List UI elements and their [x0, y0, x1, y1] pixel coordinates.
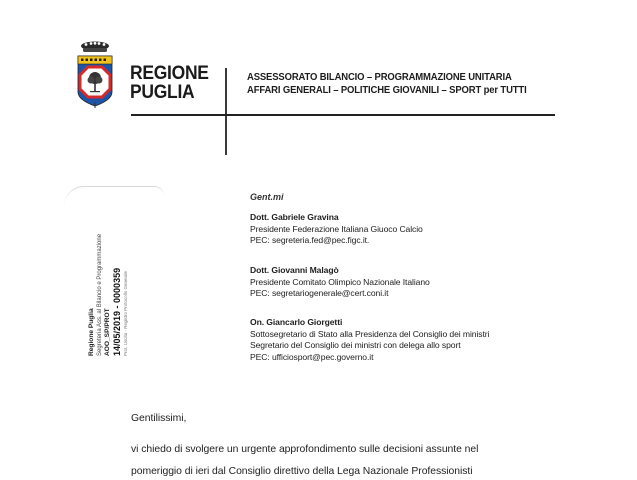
- addressee-role: Sottosegretario di Stato alla Presidenza del Consiglio dei ministri: [250, 328, 490, 339]
- department-line-2: AFFARI GENERALI – POLITICHE GIOVANILI – SPORT per TUTTI: [247, 85, 527, 96]
- header-horizontal-divider: [131, 114, 555, 116]
- addressee-block: [250, 212, 423, 247]
- addressee-name: On. Giancarlo Giorgetti: [250, 317, 343, 327]
- addressee-pec: PEC: segretariogenerale@cert.coni.it: [250, 288, 389, 299]
- brand-name: [130, 64, 209, 102]
- addressee-pec: PEC: segreteria.fed@pec.figc.it.: [250, 235, 370, 246]
- letter-greeting: Gentilissimi,: [131, 413, 187, 424]
- addressee-role: Presidente Comitato Olimpico Nazionale Italiano: [250, 276, 430, 287]
- addressee-name: Dott. Giovanni Malagò: [250, 265, 339, 275]
- brand-line-1: REGIONE: [130, 63, 209, 84]
- brand-line-2: PUGLIA: [130, 82, 195, 103]
- stamp-register: Prot. Uscita - Registro Protocollo Generale: [123, 270, 128, 356]
- addressee-block: [250, 265, 430, 300]
- addressee-role-2: Segretario del Consiglio dei ministri con delega allo sport: [250, 340, 461, 351]
- stamp-org: Regione Puglia: [88, 308, 95, 356]
- addressee-role: Presidente Federazione Italiana Giuoco Calcio: [250, 223, 423, 234]
- addressee-pec: PEC: ufficiosport@pec.governo.it: [250, 352, 374, 363]
- coat-of-arms-icon: [74, 40, 116, 110]
- addressee-name: Dott. Gabriele Gravina: [250, 212, 339, 222]
- stamp-aoo: AOO_SP/PROT: [104, 308, 111, 356]
- addressee-block: [250, 317, 489, 364]
- regione-puglia-logo: [74, 40, 116, 110]
- letter-body-line: pomeriggio di ieri dal Consiglio direttivo della Lega Nazionale Professionisti: [131, 466, 473, 477]
- department-heading: [247, 71, 527, 97]
- stamp-protocol-number: 14/05/2019 - 0000359: [112, 267, 122, 356]
- salutation-header: Gent.mi: [250, 192, 284, 202]
- department-line-1: ASSESSORATO BILANCIO – PROGRAMMAZIONE UNITARIA: [247, 72, 512, 83]
- letter-body-line: vi chiedo di svolgere un urgente approfondimento sulle decisioni assunte nel: [131, 444, 479, 455]
- header-vertical-divider: [225, 68, 227, 155]
- stamp-office: Segreteria Ass. al Bilancio e Programmazione: [97, 233, 103, 356]
